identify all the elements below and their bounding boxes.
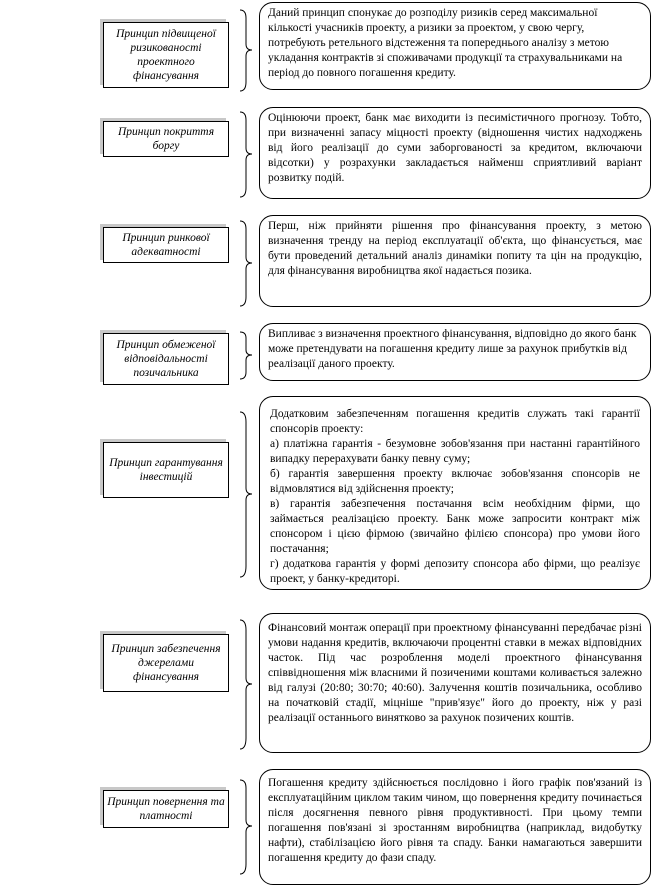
principle-box-repayment [103, 790, 229, 828]
description-text: Даний принцип спонукає до розподілу ризиків серед максимальної кількості учасників проекту, а ризики за проектом, у свою чергу, потребують ретельного відстеження та попереднього аналізу з метою укладання контрактів зі споживачами продукції та страхувальниками на період до повного погашення кредиту. [268, 7, 623, 79]
description-line: а) платіжна гарантія - безумовне зобов'язання при настанні гарантійного випадку перерахувати банку певну суму; [270, 438, 640, 465]
brace-connector [238, 618, 256, 752]
description-box [259, 215, 651, 307]
brace-connector [238, 778, 256, 878]
principle-box-limited-liability [103, 333, 229, 385]
description-box [259, 323, 651, 381]
description-line: г) додаткова гарантія у формі депозиту спонсора або фірми, що реалізує проект, у банку-кредиторі. [270, 558, 640, 585]
brace-connector [238, 219, 256, 309]
principle-box-risk [103, 22, 229, 88]
description-box [259, 769, 651, 885]
brace-connector [238, 330, 256, 382]
principle-box-investment-guarantee [103, 442, 229, 498]
principle-label: Принцип гарантування інвестицій [109, 457, 223, 483]
description-text: Випливає з визначення проектного фінансування, відповідно до якого банк може претендувати на погашення кредиту лише за рахунок прибутків від реалізації даного проекту. [268, 328, 637, 370]
brace-connector [238, 110, 256, 200]
description-line: в) гарантія забезпечення постачання всім необхідним фірми, що займається реалізацією проекту. Банк може запросити контракт між спонсором і цією фірмою (звичайно філією спонсора) про умови його постачання; [270, 498, 640, 555]
description-line: б) гарантія завершення проекту включає зобов'язання спонсорів не відмовлятися від здійснення проекту; [270, 468, 640, 495]
principle-label: Принцип забезпечення джерелами фінансування [111, 643, 221, 683]
principle-label: Принцип ринкової адекватності [122, 232, 210, 258]
description-text: Перш, ніж прийняти рішення про фінансування проекту, з метою визначення тренду на період експлуатації об'єкта, що фінансується, має бути проведений детальний аналіз динаміки попиту та цін на продукцію, для фінансування виробництва якої надається позика. [268, 220, 642, 277]
principle-label: Принцип обмеженої відповідальності позичальника [116, 339, 216, 379]
principle-label: Принцип покриття боргу [117, 126, 215, 152]
description-text: Оцінюючи проект, банк має виходити із песимістичного прогнозу. Тобто, при визначенні запасу міцності проекту (відношення чистих надходжень від його реалізації до суми заборгованості за кредитом, включаючи відсотки) у розрахунки закладається найменш сприятливий варіант розвитку подій. [268, 112, 642, 184]
description-box [259, 396, 651, 590]
description-box [259, 613, 651, 753]
description-text: Погашення кредиту здійснюється послідовно і його графік пов'язаний із експлуатаційним циклом таким чином, що повернення кредиту починається після досягнення певного рівня продуктивності. При цьому темпи погашення пов'язані зі зростанням виробництва (наприклад, видобутку нафти), стабілізацією його рівня та спаду. Банки намагаються завершити погашення кредиту до фази спаду. [268, 777, 642, 864]
principle-box-funding-sources [103, 634, 229, 692]
principle-box-market-adequacy [103, 227, 229, 263]
principle-label: Принцип повернення та платності [107, 796, 225, 822]
principle-box-debt-coverage [103, 121, 229, 157]
brace-connector [238, 8, 256, 93]
principle-label: Принцип підвищеної ризикованості проектного фінансування [116, 28, 216, 82]
description-box [259, 107, 651, 199]
description-line: Додатковим забезпеченням погашення кредитів служать такі гарантії спонсорів проекту: [270, 408, 640, 435]
description-text: Фінансовий монтаж операції при проектному фінансуванні передбачає різні умови надання кредитів, включаючи процентні ставки в межах відповідних часток. Під час розроблення моделі проектного фінансування співвідношення між власними й позиченими коштами коливається залежно від галузі (20:80; 30:70; 40:60). Залучення коштів позичальника, особливо на початковій стадії, міцніше "прив'язує" його до проекту, ніж у разі реалізації останнього винятково за рахунок позичених коштів. [268, 622, 642, 724]
description-box [259, 2, 651, 90]
brace-connector [238, 410, 256, 580]
